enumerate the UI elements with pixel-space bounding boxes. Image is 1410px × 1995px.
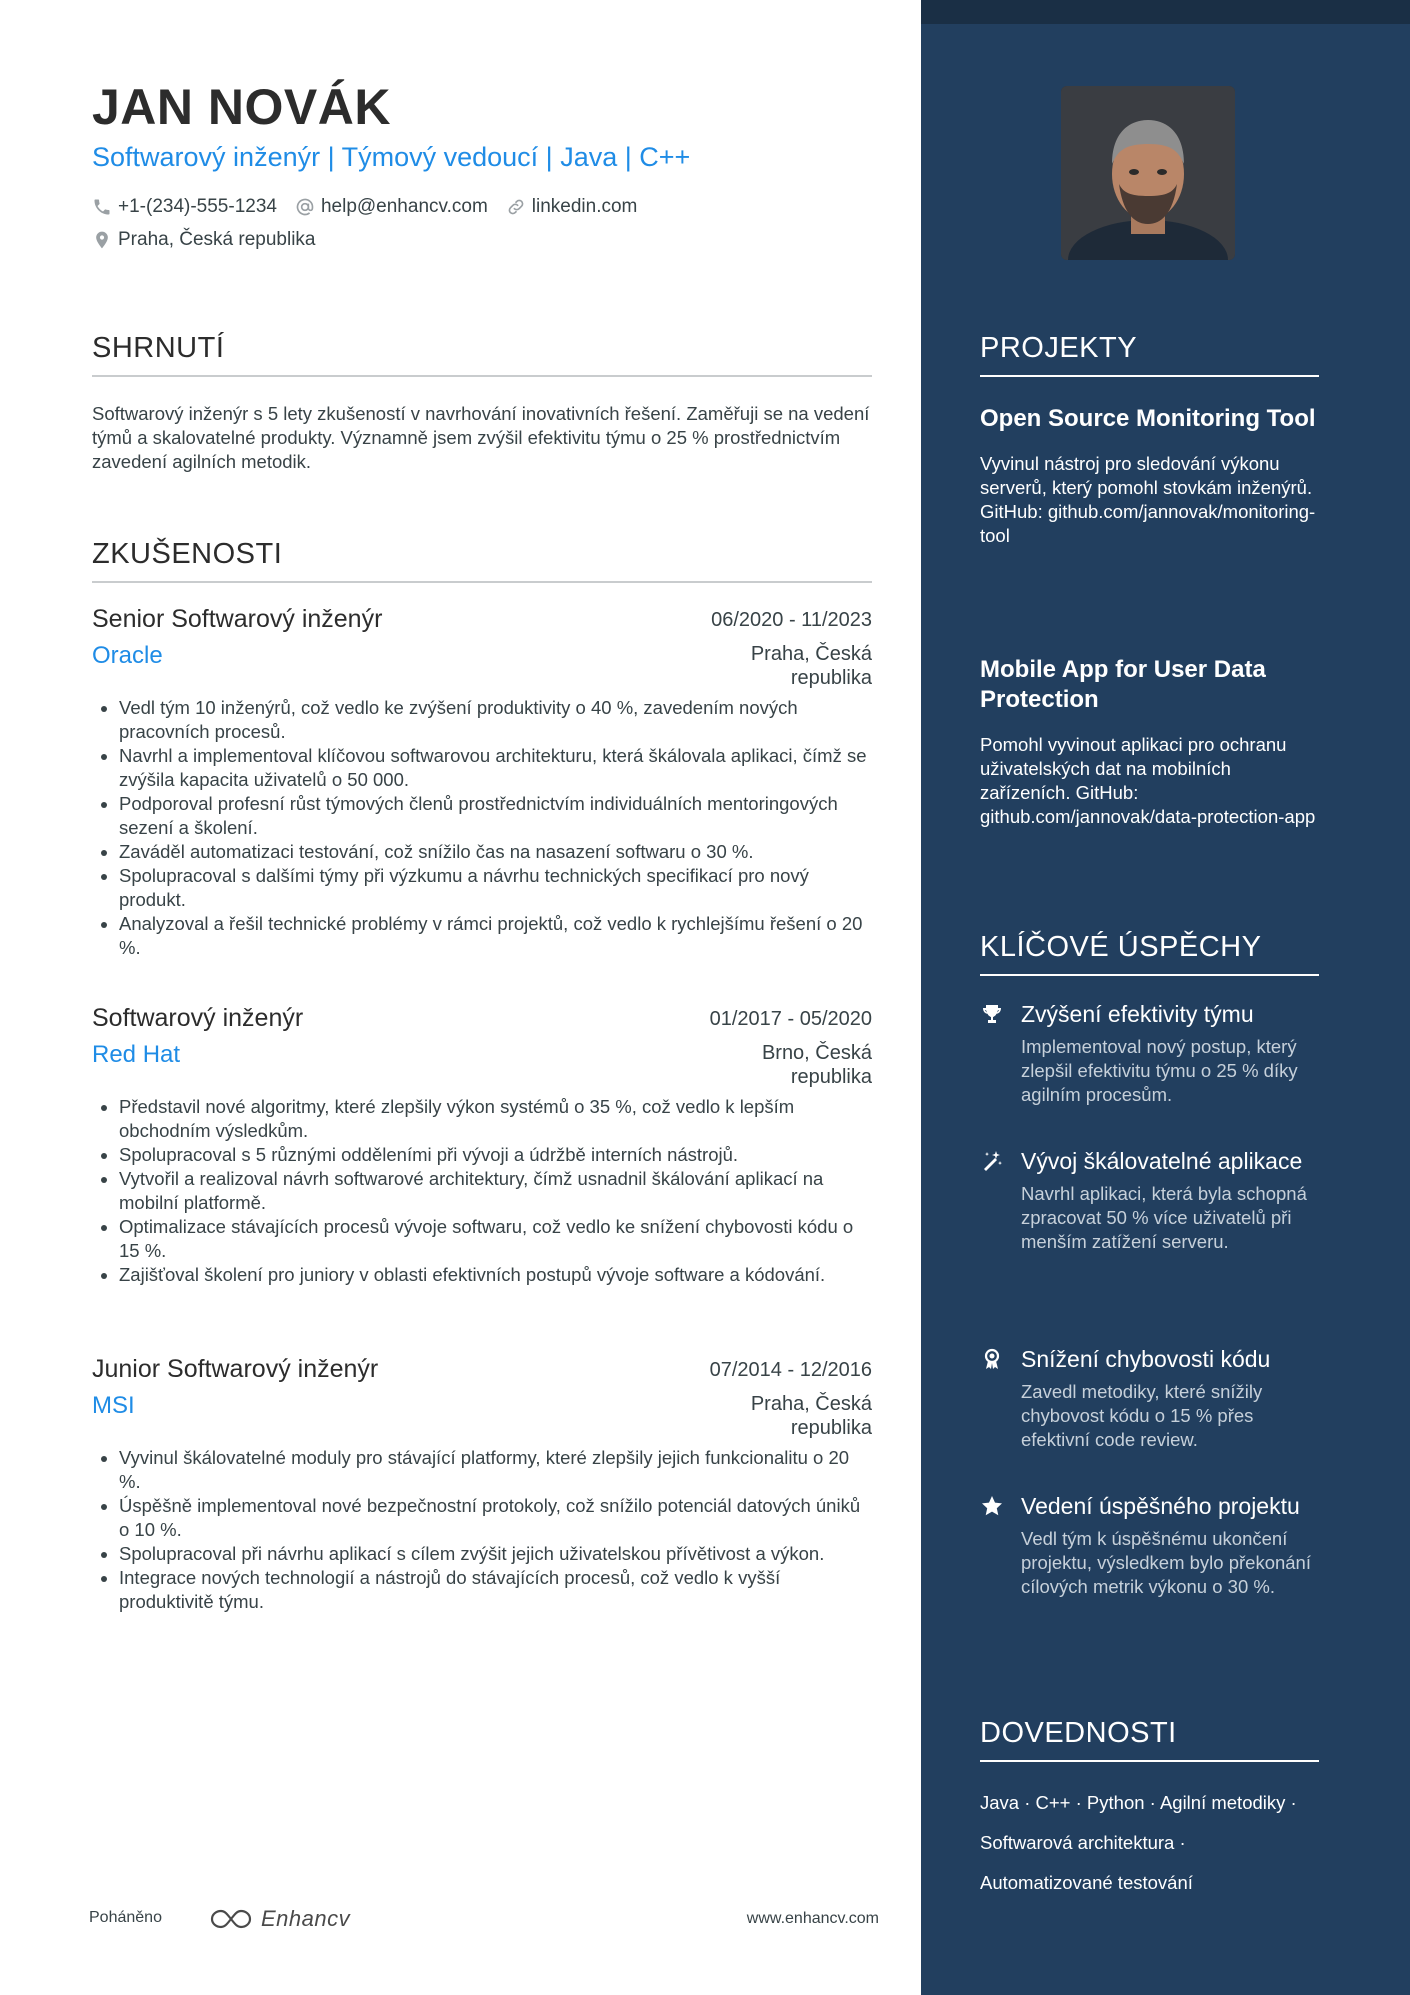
- experience-heading: ZKUŠENOSTI: [92, 538, 872, 583]
- job-bullet: • Představil nové algoritmy, které zlepšily výkon systémů o 35 %, což vedlo k lepším obchodním výsledkům.: [119, 1095, 872, 1143]
- job-bullet: • Zajišťoval školení pro juniory v oblasti efektivních postupů vývoje software a kódování.: [119, 1263, 872, 1287]
- job-company: Oracle: [92, 642, 163, 669]
- skills-line: Java · C++ · Python · Agilní metodiky ·: [980, 1792, 1297, 1813]
- job-bullet: • Vytvořil a realizoval návrh softwarové architektury, čímž usnadnil škálování aplikací na mobilní platformě.: [119, 1167, 872, 1215]
- sidebar-top-band: [921, 0, 1410, 24]
- powered-by-label: Poháněno: [89, 1909, 162, 1926]
- summary-text: Softwarový inženýr s 5 lety zkušeností v navrhování inovativních řešení. Zaměřuji se na vedení týmů a skalovatelné produkty. Významně jsem zvýšil efektivitu týmu o 25 % prostřednictvím zavedení agilních metodik.: [92, 403, 870, 472]
- project-description: Pomohl vyvinout aplikaci pro ochranu uživatelských dat na mobilních zařízeních. GitHub: github.com/jannovak/data-protection-app: [980, 734, 1316, 827]
- achievement-title: Vedení úspěšného projektu: [1021, 1493, 1300, 1519]
- job-location: Brno, Česká republika: [761, 1042, 872, 1088]
- job-entry: [92, 605, 872, 960]
- job-bullets: [92, 696, 872, 960]
- job-bullet: • Spolupracoval s dalšími týmy při výzkumu a návrhu technických specifikací pro nový produkt.: [119, 864, 872, 912]
- job-bullet: • Analyzoval a řešil technické problémy v rámci projektů, což vedlo k rychlejšímu řešení o 20 %.: [119, 912, 872, 960]
- avatar-portrait: [1061, 86, 1235, 260]
- map-pin-icon: [92, 230, 112, 250]
- email-text[interactable]: help@enhancv.com: [320, 196, 488, 217]
- job-bullet: • Zaváděl automatizaci testování, což snížilo čas na nasazení softwaru o 30 %.: [119, 840, 872, 864]
- job-bullet: • Vyvinul škálovatelné moduly pro stávající platformy, které zlepšily jejich funkcionalitu o 20 %.: [119, 1446, 872, 1494]
- candidate-name: JAN NOVÁK: [92, 79, 391, 135]
- phone-icon: [92, 197, 112, 217]
- achievement-description: Zavedl metodiky, které snížily chybovost kódu o 15 % přes efektivní code review.: [1021, 1381, 1263, 1450]
- achievement-item: [980, 1492, 1325, 1599]
- job-entry: [92, 1004, 872, 1287]
- achievement-description: Implementoval nový postup, který zlepšil efektivitu týmu o 25 % díky agilním procesům.: [1021, 1036, 1298, 1105]
- job-date: 06/2020 - 11/2023: [711, 609, 872, 631]
- job-date: 07/2014 - 12/2016: [709, 1359, 872, 1381]
- job-bullet: • Integrace nových technologií a nástrojů do stávajících procesů, což vedlo k vyšší produktivitě týmu.: [119, 1566, 872, 1614]
- achievement-description: Navrhl aplikaci, která byla schopná zpracovat 50 % více uživatelů při menším zatížení serveru.: [1021, 1183, 1307, 1252]
- project-item: [980, 655, 1320, 829]
- trophy-icon: [980, 1002, 1004, 1026]
- job-bullet: • Vedl tým 10 inženýrů, což vedlo ke zvýšení produktivity o 40 %, zavedením nových pracovních procesů.: [119, 696, 872, 744]
- achievement-item: [980, 1345, 1325, 1452]
- job-title: Junior Softwarový inženýr: [92, 1355, 379, 1383]
- contact-phone: [92, 196, 277, 218]
- award-ribbon-icon: [980, 1347, 1004, 1371]
- achievements-heading: KLÍČOVÉ ÚSPĚCHY: [980, 931, 1319, 976]
- skills-list: [980, 1783, 1340, 1903]
- location-text: Praha, Česká republika: [118, 229, 316, 250]
- job-bullet: • Spolupracoval s 5 různými odděleními při vývoji a údržbě interních nástrojů.: [119, 1143, 872, 1167]
- job-title: Senior Softwarový inženýr: [92, 605, 383, 633]
- achievement-description: Vedl tým k úspěšnému ukončení projektu, výsledkem bylo překonání cílových metrik výkonu o 30 %.: [1021, 1528, 1311, 1597]
- project-title: Mobile App for User Data Protection: [980, 656, 1266, 713]
- summary-heading: SHRNUTÍ: [92, 332, 872, 377]
- job-bullet: • Úspěšně implementoval nové bezpečnostní protokoly, což snížilo potenciál datových úniků o 10 %.: [119, 1494, 872, 1542]
- achievement-item: [980, 1000, 1325, 1107]
- skills-heading: DOVEDNOSTI: [980, 1717, 1319, 1762]
- job-entry: [92, 1355, 872, 1614]
- sidebar: [921, 0, 1410, 1995]
- footer-site-link[interactable]: www.enhancv.com: [746, 1910, 879, 1927]
- profile-photo: [1061, 86, 1235, 260]
- project-title: Open Source Monitoring Tool: [980, 405, 1316, 432]
- contact-location: [92, 229, 316, 251]
- job-location: Praha, Česká republika: [750, 643, 872, 689]
- job-location: Praha, Česká republika: [750, 1393, 872, 1439]
- achievement-title: Snížení chybovosti kódu: [1021, 1346, 1271, 1372]
- job-bullets: [92, 1095, 872, 1287]
- projects-heading: PROJEKTY: [980, 332, 1319, 377]
- job-company: MSI: [92, 1392, 135, 1419]
- project-item: [980, 404, 1320, 548]
- contact-row-location: [92, 229, 334, 251]
- project-description: Vyvinul nástroj pro sledování výkonu serverů, který pomohl stovkám inženýrů. GitHub: github.com/jannovak/monitoring-tool: [980, 453, 1316, 546]
- website-text[interactable]: linkedin.com: [531, 196, 638, 217]
- contact-website[interactable]: [506, 196, 638, 218]
- job-title: Softwarový inženýr: [92, 1004, 304, 1032]
- job-bullet: • Navrhl a implementoval klíčovou softwarovou architekturu, která škálovala aplikaci, čímž se zvýšila kapacita uživatelů o 50 000.: [119, 744, 872, 792]
- achievement-title: Zvýšení efektivity týmu: [1021, 1001, 1254, 1027]
- job-bullet: • Optimalizace stávajících procesů vývoje softwaru, což vedlo ke snížení chybovosti kódu o 15 %.: [119, 1215, 872, 1263]
- job-bullet: • Spolupracoval při návrhu aplikací s cílem zvýšit jejich uživatelskou přívětivost a výkon.: [119, 1542, 872, 1566]
- achievement-item: [980, 1147, 1325, 1254]
- skills-line: Automatizované testování: [980, 1872, 1193, 1893]
- at-sign-icon: [295, 197, 315, 217]
- star-icon: [980, 1494, 1004, 1518]
- job-bullets: [92, 1446, 872, 1614]
- job-date: 01/2017 - 05/2020: [709, 1008, 872, 1030]
- contact-email[interactable]: [295, 196, 488, 218]
- achievement-title: Vývoj škálovatelné aplikace: [1021, 1148, 1303, 1174]
- enhancv-logo-icon: [207, 1906, 255, 1932]
- phone-text: +1-(234)-555-1234: [118, 196, 277, 217]
- contact-row: [92, 196, 655, 218]
- skills-line: Softwarová architektura ·: [980, 1832, 1186, 1853]
- magic-wand-icon: [980, 1149, 1004, 1173]
- brand-logo[interactable]: [207, 1906, 350, 1932]
- job-company: Red Hat: [92, 1041, 181, 1068]
- footer: [89, 1906, 879, 1946]
- brand-name: Enhancv: [261, 1906, 351, 1931]
- link-icon: [506, 197, 526, 217]
- job-bullet: • Podporoval profesní růst týmových členů prostřednictvím individuálních mentoringových sezení a školení.: [119, 792, 872, 840]
- candidate-subtitle: Softwarový inženýr | Týmový vedoucí | Java | C++: [92, 142, 691, 172]
